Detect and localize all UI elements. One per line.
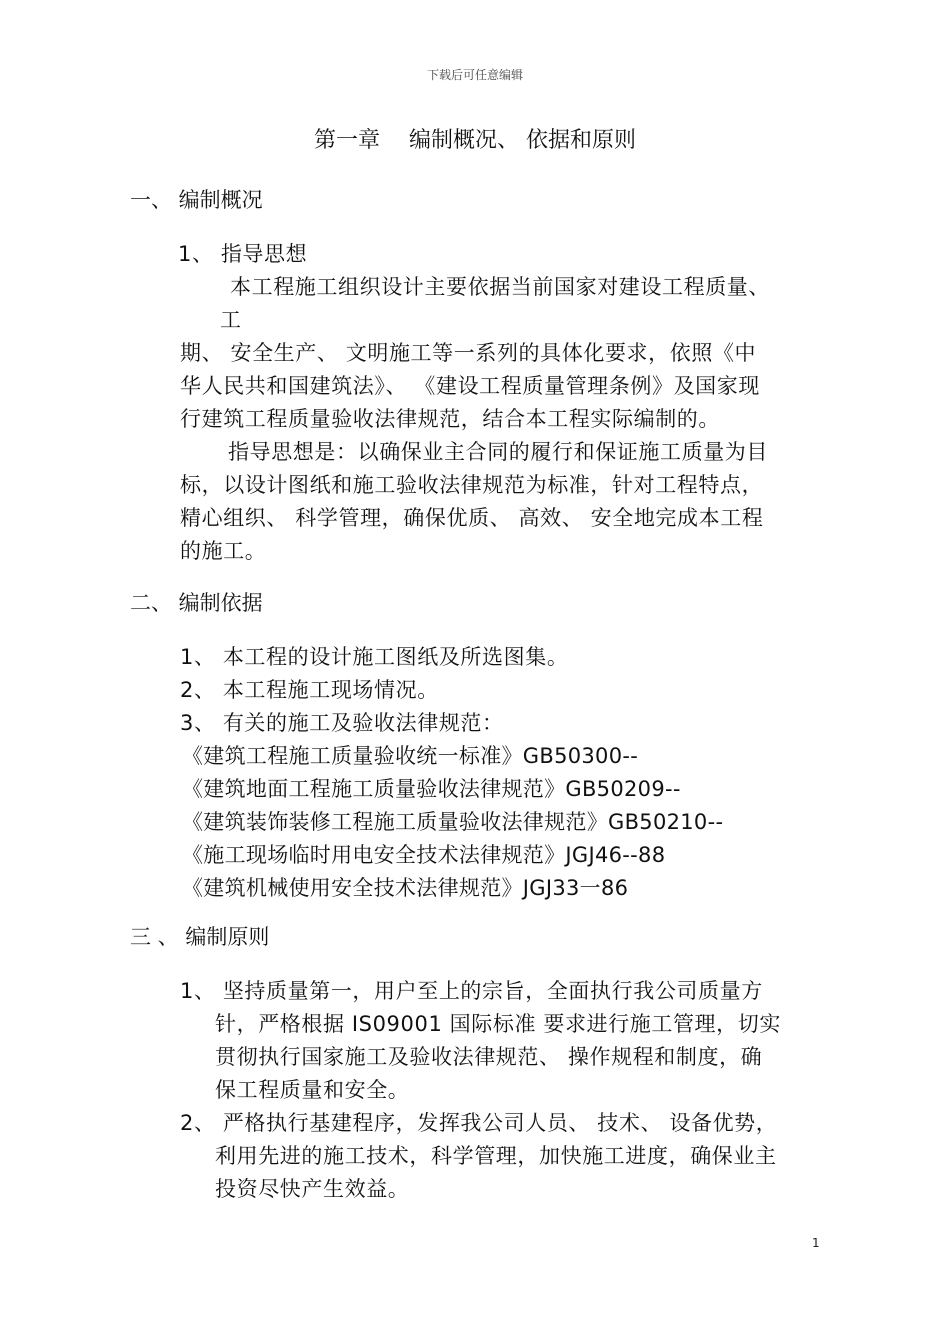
reference-item: 《建筑地面工程施工质量验收法律规范》GB50209-- — [182, 777, 681, 801]
list-item: 3、 有关的施工及验收法律规范： — [180, 711, 504, 735]
section-heading: 一、 编制概况 — [130, 188, 263, 212]
paragraph-line: 指导思想是：以确保业主合同的履行和保证施工质量为目 — [228, 440, 768, 464]
list-item: 1、 坚持质量第一，用户至上的宗旨，全面执行我公司质量方 — [180, 979, 763, 1003]
reference-item: 《建筑装饰装修工程施工质量验收法律规范》GB50210-- — [182, 810, 724, 834]
section-heading: 二、 编制依据 — [130, 591, 263, 615]
list-item-continuation: 针，严格根据 IS09001 国际标准 要求进行施工管理，切实 — [215, 1012, 781, 1036]
paragraph-line: 华人民共和国建筑法》、 《建设工程质量管理条例》及国家现 — [180, 374, 760, 398]
list-item-continuation: 贯彻执行国家施工及验收法律规范、 操作规程和制度，确 — [215, 1045, 763, 1069]
paragraph-line: 精心组织、 科学管理，确保优质、 高效、 安全地完成本工程 — [180, 506, 764, 530]
paragraph-line: 行建筑工程质量验收法律规范，结合本工程实际编制的。 — [180, 407, 720, 431]
list-item: 2、 本工程施工现场情况。 — [180, 678, 439, 702]
reference-item: 《施工现场临时用电安全技术法律规范》JGJ46--88 — [182, 843, 666, 867]
list-item-continuation: 保工程质量和安全。 — [215, 1078, 410, 1102]
list-item: 2、 严格执行基建程序，发挥我公司人员、 技术、 设备优势， — [180, 1111, 778, 1135]
paragraph-line: 的施工。 — [180, 539, 267, 563]
paragraph-line: 工 — [220, 308, 242, 332]
reference-item: 《建筑工程施工质量验收统一标准》GB50300-- — [182, 744, 639, 768]
paragraph-line: 本工程施工组织设计主要依据当前国家对建设工程质量、 — [230, 275, 770, 299]
paragraph-line: 期、 安全生产、 文明施工等一系列的具体化要求，依照《中 — [180, 341, 757, 365]
list-item-continuation: 投资尽快产生效益。 — [215, 1177, 410, 1201]
header-note: 下载后可任意编辑 — [426, 68, 523, 82]
subsection-heading: 1、 指导思想 — [178, 242, 308, 266]
list-item: 1、 本工程的设计施工图纸及所选图集。 — [180, 645, 569, 669]
paragraph-line: 标，以设计图纸和施工验收法律规范为标准，针对工程特点， — [180, 473, 764, 497]
section-heading: 三 、 编制原则 — [130, 925, 270, 949]
reference-item: 《建筑机械使用安全技术法律规范》JGJ33一86 — [182, 876, 629, 900]
page-number: 1 — [812, 1236, 820, 1250]
chapter-title: 第一章 编制概况、 依据和原则 — [314, 128, 636, 153]
list-item-continuation: 利用先进的施工技术，科学管理，加快施工进度，确保业主 — [215, 1144, 777, 1168]
